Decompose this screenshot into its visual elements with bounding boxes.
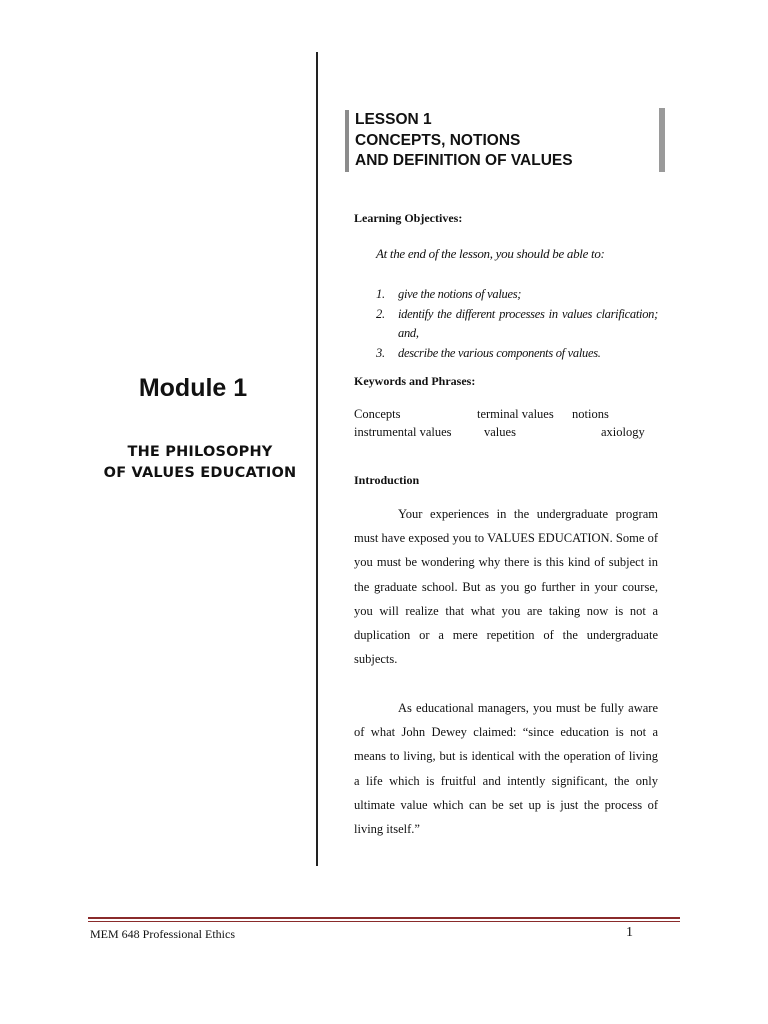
introduction-paragraph <box>354 502 658 671</box>
objective-number: 1. <box>376 287 385 301</box>
lesson-bar-left <box>345 110 349 172</box>
module-subtitle-line2: OF VALUES EDUCATION <box>103 465 297 481</box>
objective-item <box>376 344 658 364</box>
column-divider <box>316 52 318 866</box>
introduction-paragraph <box>354 696 658 841</box>
footer-course: MEM 648 Professional Ethics <box>90 927 235 941</box>
footer-rule-thin <box>88 921 680 922</box>
keywords-heading: Keywords and Phrases: <box>354 374 476 388</box>
objective-text: give the notions of values; <box>398 287 522 301</box>
introduction-heading: Introduction <box>354 473 420 487</box>
paragraph-text: Your experiences in the undergraduate program must have exposed you to VALUES EDUCATION. Some of you must be wondering why there is this kind of subject in the graduate school. But as you go further in your course, you will realize that what you are taking now is not a duplication or a mere repetition of the undergraduate subjects. <box>354 507 658 667</box>
keyword: instrumental values <box>354 425 452 439</box>
module-subtitle <box>84 442 316 484</box>
lesson-title <box>355 110 573 172</box>
objective-item <box>376 285 658 305</box>
keywords-row <box>354 425 650 443</box>
objective-text: describe the various components of values. <box>398 345 601 360</box>
lesson-bar-right <box>659 108 665 172</box>
lesson-title-line2: AND DEFINITION OF VALUES <box>355 152 573 169</box>
lesson-title-line1: CONCEPTS, NOTIONS <box>355 131 521 149</box>
objectives-heading: Learning Objectives: <box>354 211 463 225</box>
lesson-number: LESSON 1 <box>355 111 432 128</box>
paragraph-text: As educational managers, you must be fully aware of what John Dewey claimed: “since education is not a means to living, but is identical with the operation of living a life which is fruitful and intently significant, the only ultimate value which can be set up is just the process of living itself.” <box>354 701 658 837</box>
footer-rule <box>88 917 680 919</box>
objective-number: 3. <box>376 345 385 360</box>
objective-number: 2. <box>376 306 385 321</box>
page-number: 1 <box>626 925 633 940</box>
keyword: terminal values <box>477 407 554 421</box>
keyword: axiology <box>601 425 645 439</box>
module-subtitle-line1: THE PHILOSOPHY <box>127 444 273 460</box>
objective-text: identify the different processes in values clarification; and, <box>398 306 658 340</box>
objectives-lead: At the end of the lesson, you should be able to: <box>376 246 605 261</box>
objective-item <box>376 305 658 344</box>
keywords-row <box>354 407 650 425</box>
keyword: Concepts <box>354 407 401 421</box>
objectives-list <box>376 285 658 363</box>
lesson-header <box>345 108 665 174</box>
module-title: Module 1 <box>138 374 248 402</box>
keyword: notions <box>572 407 609 421</box>
keyword: values <box>484 425 516 439</box>
